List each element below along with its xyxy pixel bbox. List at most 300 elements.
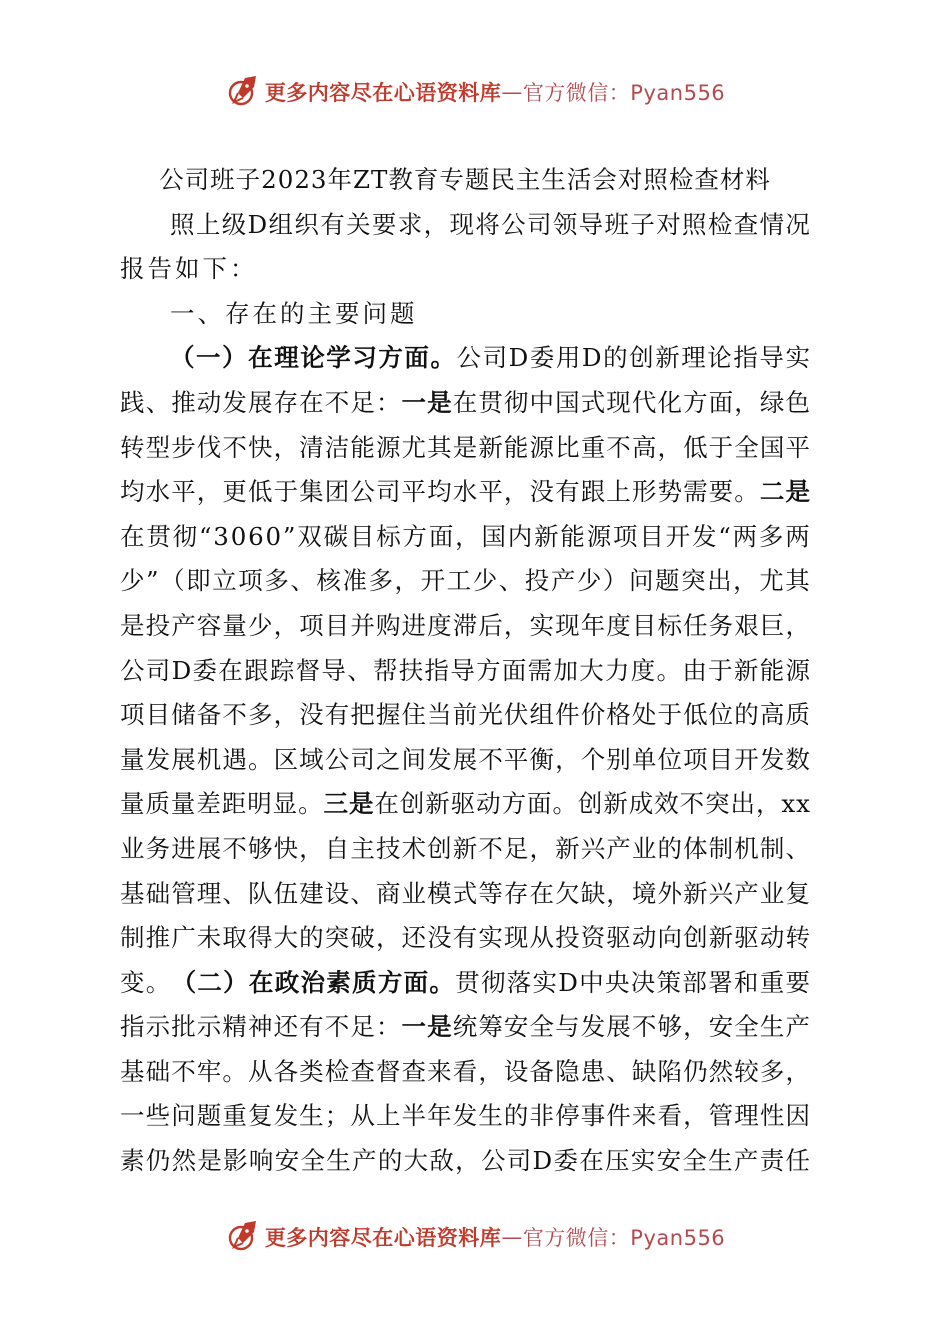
text-char: 理	[734, 1101, 759, 1131]
text-char: 看	[452, 1056, 478, 1086]
text-char: 水	[145, 477, 171, 507]
text-char: 产	[550, 566, 576, 596]
text-char: 数	[785, 744, 810, 774]
bold-char: 面	[403, 967, 429, 997]
text-char: 扶	[398, 655, 424, 685]
text-char: 现	[606, 387, 631, 417]
text-char: 6	[248, 521, 264, 551]
bold-char: 。	[429, 967, 454, 997]
text-char: 的	[299, 923, 324, 953]
text-char: 患	[580, 1056, 606, 1086]
text-char: 加	[553, 655, 578, 685]
text-char: 委	[553, 1146, 578, 1176]
paragraph-line	[120, 961, 810, 1006]
text-char: 、	[606, 1056, 631, 1086]
paragraph-main-problems	[120, 336, 810, 1183]
text-char: 查	[733, 209, 759, 239]
document-title: 公司班子2023年ZT教育专题民主生活会对照检查材料	[159, 165, 771, 194]
text-char: 机	[734, 833, 759, 863]
text-char: 够	[657, 1012, 682, 1042]
pen-nib-logo-icon	[225, 74, 261, 110]
bold-char: （	[171, 967, 197, 997]
text-char: 平	[401, 477, 427, 507]
text-char: 实	[529, 610, 554, 640]
text-char: 核	[316, 566, 341, 596]
text-char: 少	[120, 566, 145, 596]
text-char: 后	[478, 610, 503, 640]
text-char: 发	[273, 1101, 299, 1131]
text-char: 和	[733, 967, 759, 997]
text-char: 未	[196, 923, 222, 953]
text-char: 少	[576, 566, 602, 596]
text-char: 前	[452, 700, 478, 730]
text-char: 快	[247, 432, 273, 462]
paragraph-line	[120, 381, 810, 426]
bold-char: 二	[759, 477, 785, 507]
text-char: 欠	[555, 878, 580, 908]
text-char: 向	[657, 923, 682, 953]
text-char: 破	[350, 923, 375, 953]
text-char: ，	[478, 1056, 503, 1086]
text-char: 多	[758, 521, 784, 551]
text-char: 大	[273, 923, 299, 953]
text-char: 求	[397, 209, 423, 239]
text-char: 明	[247, 789, 272, 819]
text-char: ，	[196, 477, 222, 507]
text-char: 照	[170, 209, 195, 239]
text-char: 动	[476, 789, 501, 819]
text-char: 住	[401, 700, 427, 730]
text-char: 目	[145, 700, 171, 730]
text-char: 。	[145, 967, 171, 997]
intro-line-2: 报告如下：	[120, 254, 258, 284]
text-char: “	[198, 521, 212, 551]
text-char: 安	[274, 1146, 300, 1176]
text-char: 推	[171, 387, 196, 417]
text-char: 神	[247, 1012, 273, 1042]
text-char: 实	[630, 1146, 656, 1176]
text-char: 与	[555, 1012, 580, 1042]
text-char: 面	[527, 789, 552, 819]
text-char: 伏	[503, 700, 529, 730]
text-char: 之	[375, 744, 401, 774]
text-char: D	[247, 209, 268, 239]
text-char: 生	[299, 1101, 324, 1131]
text-char: ：	[375, 1012, 401, 1042]
text-char: 央	[605, 967, 630, 997]
text-char: 位	[708, 700, 734, 730]
text-char: 然	[171, 1146, 197, 1176]
text-char: 组	[268, 209, 294, 239]
text-char: 低	[683, 700, 708, 730]
text-char: 在	[529, 878, 554, 908]
text-char: 低	[683, 432, 708, 462]
text-char: ，	[683, 1101, 708, 1131]
text-char: 重	[580, 432, 606, 462]
text-char: 于	[708, 655, 733, 685]
text-char: 落	[506, 967, 532, 997]
text-char: 展	[196, 833, 222, 863]
text-char: 体	[683, 833, 708, 863]
text-char: 境	[631, 878, 657, 908]
text-char: 在	[452, 387, 478, 417]
text-char: 然	[708, 1056, 734, 1086]
text-char: 兴	[580, 833, 606, 863]
text-char: 发	[222, 387, 247, 417]
text-char: 3	[213, 521, 229, 551]
text-char: “	[718, 521, 731, 551]
text-char: 不	[324, 1012, 350, 1042]
text-char: 。	[247, 744, 273, 774]
pen-nib-logo-icon	[225, 1219, 261, 1255]
text-char: 0	[265, 521, 282, 551]
text-char: 开	[734, 744, 759, 774]
text-char: 础	[145, 1056, 171, 1086]
text-char: 双	[297, 521, 322, 551]
text-char: 两	[785, 521, 810, 551]
text-char: 问	[171, 1101, 196, 1131]
text-char: 外	[657, 878, 682, 908]
text-char: 的	[734, 700, 759, 730]
text-char: 多	[759, 1056, 785, 1086]
text-char: 。	[298, 789, 323, 819]
text-char: D	[171, 655, 192, 685]
text-char: 没	[529, 477, 554, 507]
text-char: 投	[145, 610, 171, 640]
text-char: 备	[529, 1056, 554, 1086]
watermark-text-tail: 官方微信：Pyan556	[522, 81, 726, 105]
text-char: 的	[657, 833, 682, 863]
bold-char: 素	[326, 967, 351, 997]
bold-char: 质	[352, 967, 377, 997]
text-char: 隐	[555, 1056, 580, 1086]
text-char: 管	[171, 878, 196, 908]
text-char: 力	[605, 655, 630, 685]
text-char: 司	[482, 343, 508, 373]
text-char: x	[796, 789, 810, 819]
text-char: 格	[606, 700, 631, 730]
text-char: 基	[120, 1056, 145, 1086]
text-char: 中	[579, 967, 604, 997]
text-char: 陷	[657, 1056, 682, 1086]
text-char: 即	[186, 566, 211, 596]
text-char: 、	[785, 833, 810, 863]
text-char: 推	[145, 923, 171, 953]
text-char: ，	[503, 477, 529, 507]
text-char: 任	[683, 610, 708, 640]
text-char: 重	[759, 967, 785, 997]
text-char: ，	[273, 610, 299, 640]
text-char: 全	[300, 1146, 325, 1176]
text-char: 、	[350, 878, 375, 908]
text-char: 不	[222, 432, 247, 462]
text-char: 发	[759, 744, 785, 774]
bold-char: 二	[197, 967, 222, 997]
text-char: 备	[196, 700, 222, 730]
text-char: 有	[452, 923, 478, 953]
paragraph-line	[120, 872, 810, 917]
text-char: ，	[273, 700, 299, 730]
text-char: 技	[375, 833, 401, 863]
text-char: 集	[299, 477, 324, 507]
text-char: 创	[399, 789, 425, 819]
text-char: 在	[120, 521, 145, 551]
text-char: 检	[324, 1056, 350, 1086]
text-char: 公	[120, 655, 145, 685]
text-char: 新	[683, 878, 708, 908]
text-char: 业	[401, 878, 427, 908]
text-char: 业	[120, 833, 145, 863]
text-char: 践	[120, 387, 145, 417]
bold-char: 一	[401, 387, 427, 417]
text-char: 各	[273, 1056, 299, 1086]
text-char: 源	[785, 655, 810, 685]
text-char: 能	[350, 432, 375, 462]
text-char: 水	[452, 477, 478, 507]
text-char: 委	[529, 343, 555, 373]
text-char: 公	[456, 343, 482, 373]
text-char: 生	[708, 1146, 733, 1176]
text-char: 新	[733, 655, 759, 685]
text-char: 贯	[455, 967, 480, 997]
bold-char: 学	[326, 343, 351, 373]
text-char: 域	[299, 744, 324, 774]
bold-char: 治	[300, 967, 325, 997]
text-char: 实	[785, 343, 810, 373]
text-char: 度	[606, 610, 631, 640]
text-char: 资	[580, 923, 606, 953]
text-char: ，	[555, 744, 580, 774]
text-char: 转	[785, 923, 810, 953]
text-char: 创	[427, 833, 452, 863]
text-char: 项	[299, 610, 324, 640]
text-char: 全	[529, 1012, 554, 1042]
section-heading: 一、存在的主要问题	[170, 298, 418, 328]
paragraph-line	[120, 827, 810, 872]
text-char: 新	[478, 432, 503, 462]
text-char: 项	[120, 700, 145, 730]
text-char: 多	[247, 700, 273, 730]
text-char: 制	[120, 923, 145, 953]
text-char: 需	[527, 655, 553, 685]
text-char: 步	[171, 432, 196, 462]
text-char: 成	[628, 789, 654, 819]
text-char: 区	[273, 744, 299, 774]
text-char: 在	[299, 387, 324, 417]
text-char: 突	[324, 923, 350, 953]
text-char: ，	[683, 1012, 708, 1042]
text-char: 模	[427, 878, 452, 908]
text-char: 均	[120, 477, 145, 507]
text-char: 新	[603, 789, 628, 819]
text-char: 跟	[244, 655, 269, 685]
text-char: 织	[294, 209, 319, 239]
text-char: 在	[579, 1146, 604, 1176]
text-char: 的	[377, 1146, 403, 1176]
text-char: 从	[247, 1056, 273, 1086]
text-char: 项	[683, 744, 708, 774]
text-char: 彻	[503, 387, 529, 417]
text-char: 足	[350, 387, 375, 417]
text-char: ”	[146, 566, 159, 596]
bold-char: 一	[196, 343, 221, 373]
bold-char: 论	[300, 343, 325, 373]
text-char: 面	[501, 655, 527, 685]
paragraph-line	[120, 1139, 810, 1184]
text-char: 生	[326, 1146, 351, 1176]
text-char: 高	[631, 432, 657, 462]
watermark-text-tail: 官方微信：Pyan556	[522, 1226, 726, 1250]
text-char: 当	[427, 700, 452, 730]
bold-char: 是	[427, 1012, 452, 1042]
text-char: 量	[120, 789, 145, 819]
text-char: 平	[171, 477, 196, 507]
text-char: 彻	[480, 967, 506, 997]
text-char: 不	[478, 744, 503, 774]
text-char: 跟	[580, 477, 606, 507]
text-char: 现	[503, 923, 529, 953]
text-char: 帮	[372, 655, 398, 685]
bold-char: 面	[404, 343, 429, 373]
text-char: 公	[324, 744, 350, 774]
text-char: 决	[630, 967, 656, 997]
text-char: 来	[631, 1101, 657, 1131]
text-char: 创	[629, 343, 654, 373]
paragraph-line	[120, 1094, 810, 1139]
text-char: 均	[427, 477, 452, 507]
text-char: 目	[639, 521, 664, 551]
text-char: 不	[679, 789, 705, 819]
text-char: 、	[498, 566, 524, 596]
text-char: 不	[222, 700, 247, 730]
text-char: 是	[452, 432, 478, 462]
text-char: 要	[785, 967, 810, 997]
text-char: 筹	[478, 1012, 503, 1042]
text-char: 大	[579, 655, 604, 685]
text-char: 司	[375, 477, 401, 507]
text-char: 平	[478, 477, 503, 507]
text-char: 制	[759, 833, 785, 863]
text-char: ，	[394, 566, 420, 596]
text-char: 的	[603, 343, 628, 373]
text-char: 转	[120, 432, 145, 462]
bold-char: ）	[222, 343, 247, 373]
text-char: 于	[273, 477, 299, 507]
text-char: 方	[683, 387, 708, 417]
text-char: 不	[222, 833, 247, 863]
text-char: 。	[734, 477, 759, 507]
text-char: 务	[145, 833, 171, 863]
text-char: ，	[423, 209, 449, 239]
text-char: 出	[730, 789, 755, 819]
text-char: 事	[580, 1101, 606, 1131]
text-char: 伍	[273, 878, 299, 908]
text-char: 精	[222, 1012, 247, 1042]
text-char: ，	[733, 566, 758, 596]
text-char: ：	[375, 387, 401, 417]
text-char: 公	[480, 1146, 506, 1176]
text-char: 发	[580, 1012, 606, 1042]
text-char: 题	[655, 566, 680, 596]
text-char: D	[508, 343, 529, 373]
text-char: 位	[657, 744, 682, 774]
text-char: 低	[247, 477, 273, 507]
text-char: 级	[221, 209, 247, 239]
text-char: 在	[374, 789, 399, 819]
text-char: 司	[145, 655, 171, 685]
text-char: （	[160, 566, 185, 596]
bold-char: （	[170, 343, 195, 373]
text-char: 踪	[269, 655, 295, 685]
text-char: 驱	[734, 923, 759, 953]
text-char: 全	[682, 1146, 707, 1176]
text-char: ，	[503, 610, 529, 640]
text-char: 式	[452, 878, 478, 908]
text-char: 方	[402, 521, 427, 551]
text-char: 半	[401, 1101, 427, 1131]
bold-char: 在	[248, 343, 273, 373]
text-char: 遇	[222, 744, 247, 774]
text-char: ，	[785, 610, 810, 640]
text-char: 用	[555, 343, 581, 373]
text-char: 查	[350, 1056, 375, 1086]
text-char: 复	[785, 878, 810, 908]
text-char: 把	[350, 700, 375, 730]
text-char: 缺	[631, 1056, 657, 1086]
text-char: 目	[708, 744, 734, 774]
text-char: 建	[299, 878, 324, 908]
text-char: D	[558, 967, 578, 997]
text-char: 项	[613, 521, 638, 551]
bold-char: 。	[430, 343, 455, 373]
text-char: ，	[455, 521, 480, 551]
text-char: 不	[171, 1056, 196, 1086]
text-char: 新	[555, 833, 580, 863]
text-char: 广	[171, 923, 196, 953]
text-char: 现	[555, 610, 580, 640]
text-char: 情	[759, 209, 785, 239]
text-char: 任	[785, 1146, 810, 1176]
text-char: 业	[631, 833, 657, 863]
text-char: 上	[375, 1101, 401, 1131]
text-char: 指	[424, 655, 450, 685]
text-char: 动	[631, 923, 657, 953]
text-char: 度	[427, 610, 452, 640]
text-char: 响	[248, 1146, 274, 1176]
paragraph-line	[120, 693, 810, 738]
bold-char: 在	[248, 967, 274, 997]
text-char: 取	[222, 923, 247, 953]
text-char: 量	[222, 610, 247, 640]
text-char: 产	[734, 878, 759, 908]
text-char: 关	[346, 209, 371, 239]
text-char: 伐	[196, 432, 222, 462]
text-char: 得	[247, 923, 273, 953]
text-char: 安	[708, 1012, 734, 1042]
text-char: 握	[375, 700, 401, 730]
text-char: 况	[785, 209, 810, 239]
text-char: 不	[631, 1012, 657, 1042]
text-char: 彻	[172, 521, 198, 551]
text-char: ，	[273, 432, 299, 462]
text-char: 滞	[452, 610, 478, 640]
text-char: 素	[120, 1146, 145, 1176]
text-char: ，	[734, 387, 759, 417]
paragraph-line	[120, 738, 810, 783]
text-char: 新	[452, 833, 478, 863]
watermark-separator: —	[501, 80, 523, 104]
text-char: 快	[273, 833, 299, 863]
